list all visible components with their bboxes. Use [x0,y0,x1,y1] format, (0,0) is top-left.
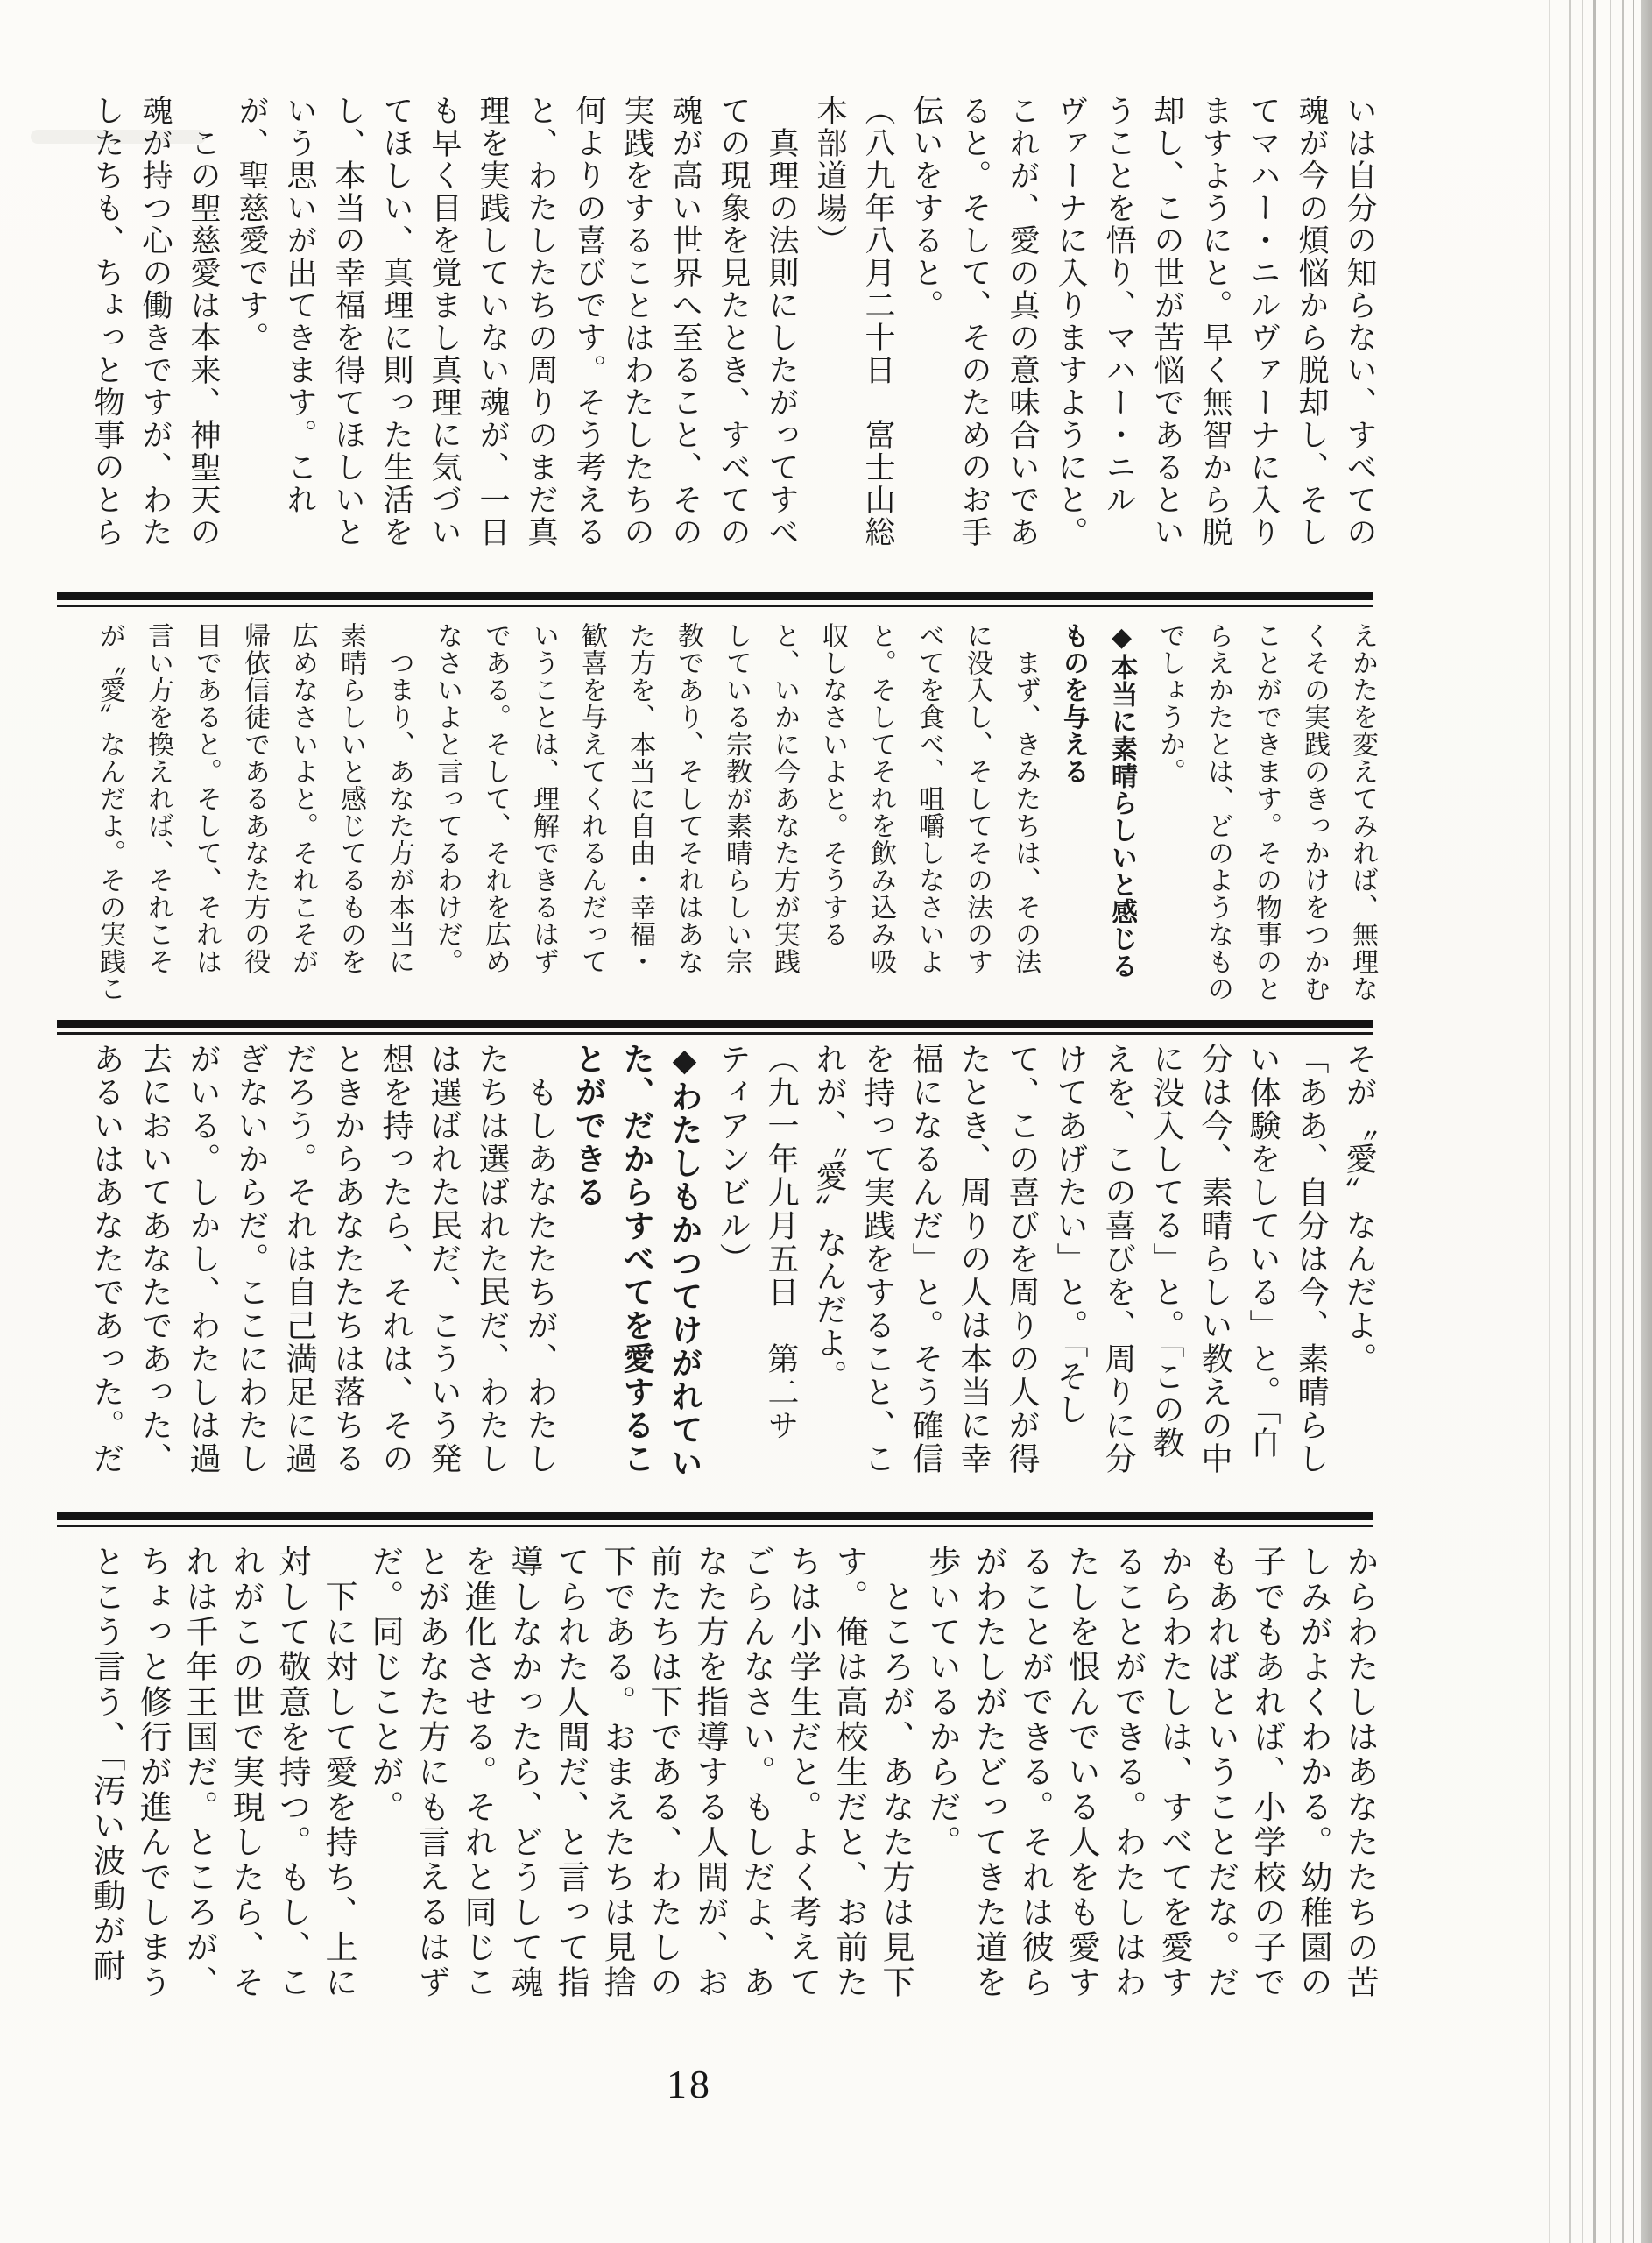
text-column: この聖慈愛は本来、神聖天の [187,95,221,548]
text-column: たちは選ばれた民だ、わたし [475,1043,510,1475]
text-column: くその実践のきっかけをつかむ [1300,622,1329,1002]
text-column: ときからあなたたちは落ちる [330,1043,365,1475]
text-column: 実践をすることはわたしたちの [620,95,654,548]
text-column: い体験をしている」と。「自 [1246,1043,1281,1460]
text-column: まず、きみたちは、その法 [1011,622,1040,975]
text-column: 「ああ、自分は今、素晴らし [1294,1043,1329,1475]
text-column: とこう言う、「汚い波動が耐 [88,1545,124,1985]
scan-line [1641,0,1652,2243]
text-band-3 [57,1043,1375,1511]
text-column: がわたしがたどってきた道を [970,1545,1006,2000]
text-column: そが〝愛〟なんだよ。 [1342,1043,1377,1376]
text-column: もしあなたたちが、わたし [523,1043,558,1475]
section-heading-column: た、だからすべてを愛するこ [619,1043,655,1475]
section-divider-rule-1 [57,592,1373,600]
text-column: 何よりの喜びです。そう考える [572,95,606,548]
text-column: しみがよくわかる。幼稚園の [1295,1545,1331,2000]
text-column: 伝いをすると。 [909,95,943,322]
text-column: だ。同じことが。 [366,1545,402,1825]
text-column: つまり、あなた方が本当に [385,622,413,975]
section-heading-column: とができる [571,1043,607,1209]
scan-line [1593,0,1596,2243]
text-column: （九一年九月五日 第二サ [764,1043,799,1442]
text-column: す。俺は高校生だと、お前た [830,1545,866,2000]
text-column: てほしい、真理に則った生活を [379,95,413,548]
text-column: れがこの世で実現したら、そ [227,1545,263,2000]
text-column: からわたしは、すべてを愛す [1155,1545,1191,2000]
text-column: 想を持ったら、それは、その [378,1043,413,1475]
section-heading-column: ◆本当に素晴らしいと感じる [1107,622,1136,980]
text-column: ことができます。その物事のと [1252,622,1281,1002]
scan-line [1610,0,1611,2243]
text-column: ての現象を見たとき、すべての [717,95,751,548]
text-column: からわたしはあなたたちの苦 [1341,1545,1377,2000]
text-column: 下に対して愛を持ち、上に [320,1545,356,2000]
text-column: ごらんなさい。もしだよ、あ [738,1545,773,2000]
page-number: 18 [667,2062,712,2106]
text-column: べてを食べ、咀嚼しなさいよ [914,622,943,975]
text-column: が〝愛〟なんだよ。その実践こ [95,622,124,1002]
text-column: と、いかに今あなた方が実践 [770,622,799,975]
text-column: がいる。しかし、わたしは過 [186,1043,221,1475]
text-column: は選ばれた民だ、こういう発 [427,1043,462,1475]
scan-line [1582,0,1583,2243]
text-band-1 [57,95,1375,552]
text-column: ぎないからだ。ここにわたし [234,1043,269,1475]
text-column: し、本当の幸福を得てほしいと [331,95,365,548]
text-column: 子でもあれば、小学校の子で [1248,1545,1284,2000]
text-column: 歓喜を与えてくれるんだって [577,622,606,975]
text-column: 教であり、そしてそれはあな [674,622,702,975]
text-column: 下である。おまえたちは見捨 [598,1545,634,2000]
section-heading-column: ◆わたしもかつてけがれてい [667,1043,703,1480]
text-column: 前たちは下である、わたしの [645,1545,681,2000]
text-column: ところが、あなた方は見下 [877,1545,913,2000]
text-column: 導しなかったら、どうして魂 [505,1545,541,2000]
text-column: ることができる。それは彼ら [1016,1545,1052,2000]
text-column: ちょっと修行が進んでしまう [134,1545,170,2000]
text-column: うことを悟り、マハー・ニル [1102,95,1136,516]
section-divider-rule-3 [57,1512,1373,1520]
text-column: 魂が持つ心の働きですが、わた [138,95,173,548]
section-divider-rule-2 [57,1020,1373,1028]
text-column: 分は今、素晴らしい教えの中 [1197,1043,1232,1475]
scan-line [1633,0,1634,2243]
text-column: いは自分の知らない、すべての [1343,95,1377,548]
text-column: 魂が高い世界へ至ること、その [668,95,702,548]
text-column: が、聖慈愛です。 [235,95,269,354]
text-column: 魂が今の煩悩から脱却し、そし [1295,95,1329,548]
text-column: れが、〝愛〟なんだよ。 [812,1043,847,1393]
text-column: と、わたしたちの周りのまだ真 [524,95,558,548]
text-column: を進化させる。それと同じこ [459,1545,495,2000]
text-column: てられた人間だ、と言って指 [552,1545,588,2000]
text-column: ティアンビル） [716,1043,751,1276]
text-column: 真理の法則にしたがってすべ [765,95,799,548]
text-band-4 [57,1545,1375,2046]
text-column: 帰依信徒であるあなた方の役 [240,622,269,975]
text-column: た方を、本当に自由・幸福・ [625,622,654,975]
text-column: 広めなさいよと。それこそが [288,622,317,975]
scan-line [1569,0,1571,2243]
text-column: でしょうか。 [1155,622,1184,785]
text-column: えかたを変えてみれば、無理な [1348,622,1377,1002]
text-column: 本部道場） [813,95,847,257]
text-column: 福になるんだ」と。そう確信 [908,1043,943,1475]
text-column: 歩いているからだ。 [923,1545,959,1860]
text-column: 目であると。そして、それは [192,622,221,975]
text-column: 去においてあなたであった、 [138,1043,173,1475]
text-column: あるいはあなたであった。だ [89,1043,124,1475]
text-column: もあればということだな。だ [1202,1545,1238,2000]
text-column: ることができる。わたしはわ [1109,1545,1145,2000]
text-column: 収しなさいよと。そうする [818,622,847,948]
text-column: 対して敬意を持つ。もし、こ [273,1545,309,2000]
text-column: て、この喜びを周りの人が得 [1005,1043,1040,1475]
text-column: を持って実践をすること、こ [860,1043,895,1475]
text-column: に没入し、そしてその法のす [963,622,992,975]
text-column: ちは小学生だと。よく考えて [784,1545,820,2000]
text-column: けてあげたい」と。「そし [1053,1043,1088,1426]
text-column: 言い方を換えれば、それこそ [144,622,173,975]
text-column: 理を実践していない魂が、一日 [476,95,510,548]
text-column: なた方を指導する人間が、お [691,1545,727,2000]
text-column: らえかたとは、どのようなもの [1204,622,1232,1002]
text-column: 素晴らしいと感じてるものを [336,622,365,975]
text-column: いうことは、理解できるはず [529,622,558,975]
text-column: たしを恨んでいる人をも愛す [1063,1545,1098,2000]
text-column: ると。そして、そのためのお手 [957,95,992,548]
text-column: てマハー・ニルヴァーナに入り [1246,95,1281,548]
text-column: だろう。それは自己満足に過 [282,1043,317,1475]
scan-line [1549,0,1550,2243]
text-column: 却し、この世が苦悩であるとい [1150,95,1184,548]
text-column: たとき、周りの人は本当に幸 [957,1043,992,1475]
text-column: と。そしてそれを飲み込み吸 [866,622,895,975]
text-column: とがあなた方にも言えるはず [413,1545,448,2000]
text-column: も早く目を覚まし真理に気づい [427,95,462,548]
text-column: している宗教が素晴らしい宗 [722,622,751,975]
text-column: である。そして、それを広め [481,622,510,975]
text-column: （八九年八月二十日 富士山総 [861,95,895,548]
scan-line [1622,0,1624,2243]
text-column: いう思いが出てきます。これ [283,95,317,516]
section-heading-column: ものを与える [1059,622,1088,785]
text-column: ヴァーナに入りますようにと。 [1054,95,1088,548]
text-column: これが、愛の真の意味合いであ [1006,95,1040,548]
text-column: なさいよと言ってるわけだ。 [433,622,462,975]
text-band-2 [57,622,1375,1008]
text-column: れは千年王国だ。ところが、 [180,1545,216,2000]
text-column: ますようにと。早く無智から脱 [1198,95,1232,548]
text-column: したちも、ちょっと物事のとら [90,95,124,548]
text-column: に没入してる」と。「この教 [1149,1043,1184,1460]
text-column: えを、この喜びを、周りに分 [1101,1043,1136,1475]
